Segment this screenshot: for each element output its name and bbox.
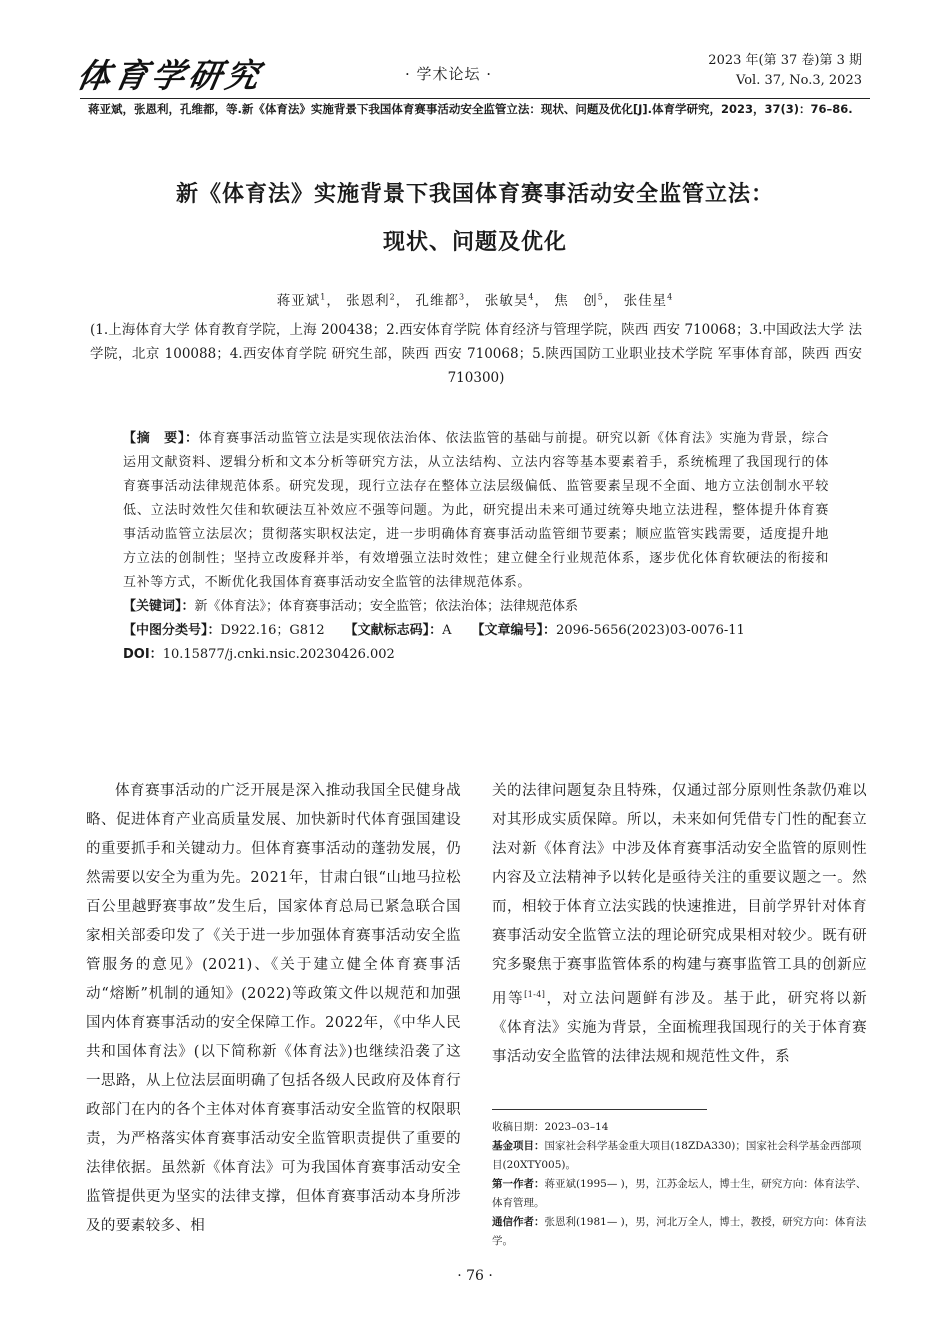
article-number: 【文章编号】：2096-5656(2023)03-0076-11 xyxy=(471,623,745,638)
doi-label: DOI： xyxy=(123,647,163,662)
keywords-text: 新《体育法》；体育赛事活动；安全监管；依法治体；法律规范体系 xyxy=(194,599,579,614)
body-column-right xyxy=(492,777,867,1072)
footnotes xyxy=(492,1118,867,1251)
author: 焦 创$^5$ xyxy=(554,292,604,309)
author: 孔维都$^3$ xyxy=(415,292,466,309)
fund-info: 基金项目：国家社会科学基金重大项目(18ZDA330)；国家社会科学基金西部项目(20XTY005)。 xyxy=(492,1140,862,1171)
paper-title-line1: 新《体育法》实施背景下我国体育赛事活动安全监管立法： xyxy=(175,182,774,207)
citation: 蒋亚斌，张恩利，孔维都，等.新《体育法》实施背景下我国体育赛事活动安全监管立法：现状、问题及优化[J].体育学研究，2023，37(3)：76–86. xyxy=(88,102,853,116)
abstract-label: 【摘 要】： xyxy=(123,431,199,446)
author: 张佳星$^4$ xyxy=(623,292,674,309)
issue-en: Vol. 37, No.3, 2023 xyxy=(736,73,862,88)
paper-title-line2: 现状、问题及优化 xyxy=(382,230,567,255)
author: 张恩利$^2$ xyxy=(346,292,396,309)
author: 蒋亚斌$^1$ xyxy=(276,292,327,309)
column-name: · 学术论坛 · xyxy=(405,65,493,83)
keywords-label: 【关键词】： xyxy=(123,599,195,614)
body-paragraph: 关的法律问题复杂且特殊，仅通过部分原则性条款仍难以对其形成实质保障。所以，未来如何凭借专门性的配套立法对新《体育法》中涉及体育赛事活动安全监管的原则性内容及立法精神予以转化是亟待关注的重要议题之一。然而，相较于体育立法实践的快速推进，目前学界针对体育赛事活动安全监管立法的理论研究成果相对较少。既有研究多聚焦于赛事监管体系的构建与赛事监管工具的创新应用等[1-4]，对立法问题鲜有涉及。基于此，研究将以新《体育法》实施为背景，全面梳理我国现行的关于体育赛事活动安全监管的法律法规和规范性文件，系 xyxy=(492,783,867,1065)
page-number: · 76 · xyxy=(457,1268,493,1284)
body-column-left xyxy=(86,777,461,1241)
clc-code: 【中图分类号】：D922.16；G812 xyxy=(123,623,325,638)
issue-cn: 2023 年(第 37 卷)第 3 期 xyxy=(708,53,862,68)
doi-value[interactable]: 10.15877/j.cnki.nsic.20230426.002 xyxy=(162,647,395,662)
corresponding-author-info: 通信作者：张恩利(1981— )，男，河北万全人，博士，教授，研究方向：体育法学。 xyxy=(492,1216,867,1247)
body-paragraph: 体育赛事活动的广泛开展是深入推动我国全民健身战略、促进体育产业高质量发展、加快新时代体育强国建设的重要抓手和关键动力。但体育赛事活动的蓬勃发展，仍然需要以安全为重为先。2021年，甘肃白银“山地马拉松百公里越野赛事故”发生后，国家体育总局已紧急联合国家相关部委印发了《关于进一步加强体育赛事活动安全监管服务的意见》(2021)、《关于建立健全体育赛事活动“熔断”机制的通知》(2022)等政策文件以规范和加强国内体育赛事活动的安全保障工作。2022年，《中华人民共和国体育法》(以下简称新《体育法》)也继续沿袭了这一思路，从上位法层面明确了包括各级人民政府及体育行政部门在内的各个主体对体育赛事活动安全监管的权限职责，为严格落实体育赛事活动安全监管职责提供了重要的法律依据。虽然新《体育法》可为我国体育赛事活动安全监管提供更为坚实的法律支撑，但体育赛事活动本身所涉及的要素较多、相 xyxy=(86,783,461,1234)
classification-row xyxy=(123,619,829,643)
received-date: 收稿日期：2023–03–14 xyxy=(492,1121,609,1133)
author-list: 蒋亚斌$^1$， 张恩利$^2$， 孔维都$^3$， 张敏昊$^4$， 焦 创$^5$， 张佳星$^4$ xyxy=(276,292,674,309)
author: 张敏昊$^4$ xyxy=(484,292,535,309)
footnote-rule xyxy=(492,1109,707,1110)
issue-info xyxy=(708,51,862,91)
first-author-info: 第一作者：蒋亚斌(1995— )，男，江苏金坛人，博士生，研究方向：体育法学、体育管理。 xyxy=(492,1178,867,1209)
abstract xyxy=(123,427,829,595)
keywords xyxy=(123,595,829,619)
affiliations: (1.上海体育大学 体育教育学院，上海 200438；2.西安体育学院 体育经济与管理学院，陕西 西安 710068；3.中国政法大学 法学院，北京 100088；4.西安体育学院 研究生部，陕西 西安 710068；5.陕西国防工业职业技术学院 军事体育部，陕西 西安 710300) xyxy=(90,322,862,386)
document-code: 【文献标志码】：A xyxy=(344,623,452,638)
reference-marker[interactable]: [1-4] xyxy=(524,990,546,999)
doi xyxy=(123,643,829,667)
abstract-block xyxy=(123,427,829,667)
journal-logo: 体育学研究 xyxy=(74,56,267,95)
abstract-text: 体育赛事活动监管立法是实现依法治体、依法监管的基础与前提。研究以新《体育法》实施为背景，综合运用文献资料、逻辑分析和文本分析等研究方法，从立法结构、立法内容等基本要素着手，系统梳理了我国现行的体育赛事活动法律规范体系。研究发现，现行立法存在整体立法层级偏低、监管要素呈现不全面、地方立法创制水平较低、立法时效性欠佳和软硬法互补效应不强等问题。为此，研究提出未来可通过统筹央地立法进程，整体提升体育赛事活动监管立法层次；贯彻落实职权法定，进一步明确体育赛事活动监管细节要素；顺应监管实践需要，适度提升地方立法的创制性；坚持立改废释并举，有效增强立法时效性；建立健全行业规范体系，逐步优化体育软硬法的衔接和互补等方式，不断优化我国体育赛事活动安全监管的法律规范体系。 xyxy=(123,431,829,590)
